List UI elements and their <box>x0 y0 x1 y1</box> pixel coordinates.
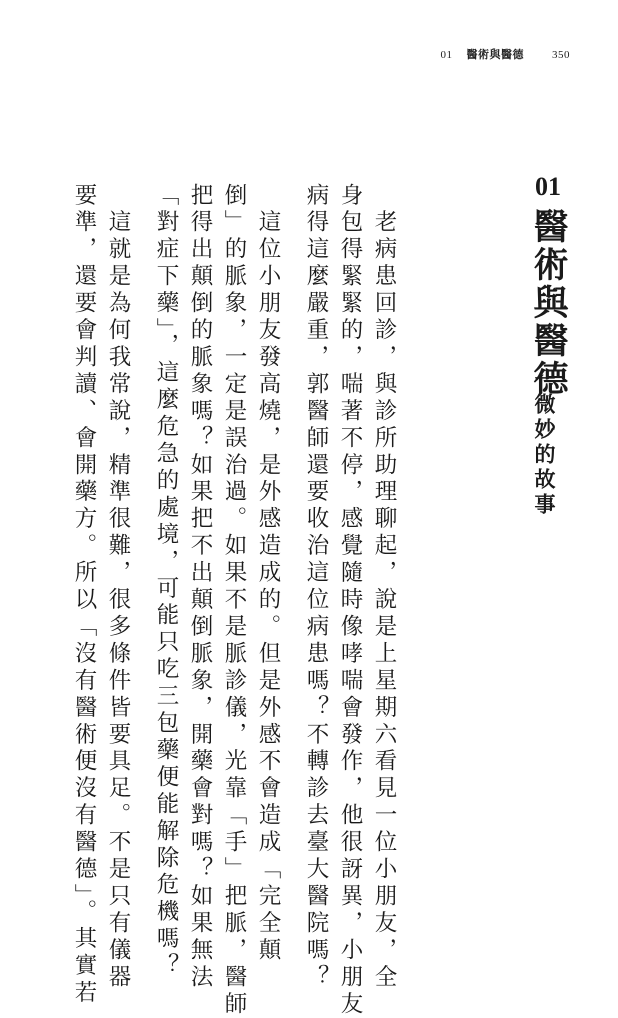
header-chapter-title: 醫術與醫德 <box>466 48 524 61</box>
header-chapter-number: 01 <box>440 49 453 61</box>
body-column-6: 把得出顛倒的脈象嗎？如果把不出顛倒脈象，開藥會對嗎？如果無法 <box>187 183 213 992</box>
chapter-number: 01 <box>535 172 561 201</box>
page-number: 350 <box>552 49 570 61</box>
running-header <box>441 46 571 62</box>
body-column-5: 倒」的脈象，一定是誤治過。如果不是脈診儀，光靠「手」把脈，醫師 <box>221 183 247 1018</box>
body-column-4: 這位小朋友發高燒，是外感造成的。但是外感不會造成「完全顛 <box>255 183 281 965</box>
body-column-8: 這就是為何我常說，精準很難，很多條件皆要具足。不是只有儀器 <box>105 183 131 992</box>
body-column-1: 老病患回診，與診所助理聊起，說是上星期六看見一位小朋友，全 <box>371 183 397 992</box>
body-column-2: 身包得緊緊的，喘著不停，感覺隨時像哮喘會發作，他很訝異，小朋友 <box>337 183 363 1018</box>
body-column-3: 病得這麼嚴重，郭醫師還要收治這位病患嗎？不轉診去臺大醫院嗎？ <box>303 183 329 992</box>
body-column-7: 「對症下藥」，這麼危急的處境，可能只吃三包藥便能解除危機嗎？ <box>153 183 179 981</box>
chapter-title: 醫術與醫德 <box>528 208 569 398</box>
body-column-9: 要準，還要會判讀、會開藥方。所以「沒有醫術便沒有醫德」。其實若 <box>71 183 97 1008</box>
chapter-subtitle: 一微妙的故事 <box>532 368 557 518</box>
